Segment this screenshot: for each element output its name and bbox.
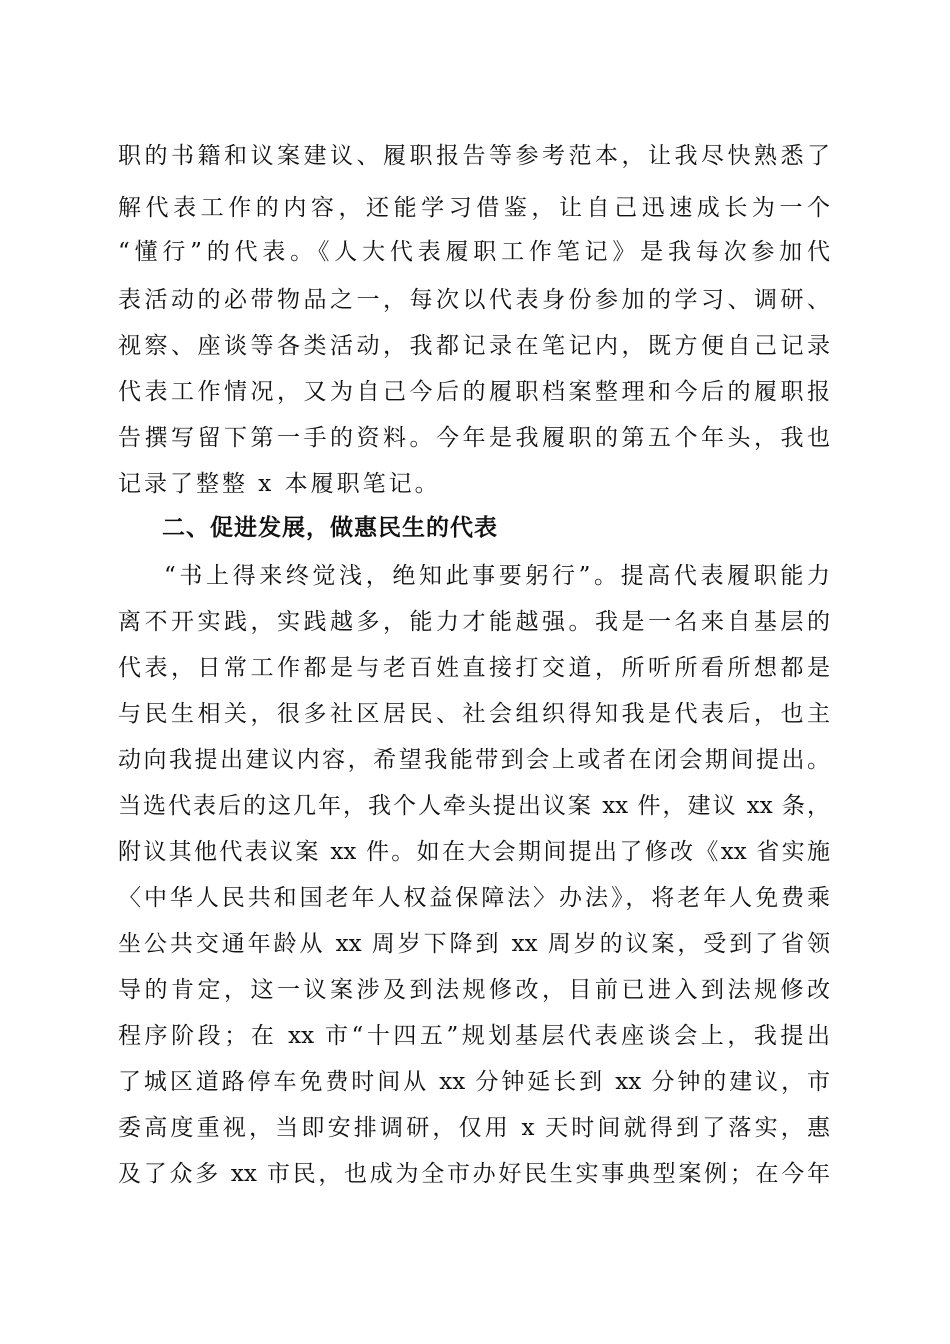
- text-line: 解代表工作的内容，还能学习借鉴，让自己迅速成长为一个: [118, 195, 830, 221]
- text-line: 记录了整整 x 本履职笔记。: [118, 471, 441, 497]
- text-line: 委高度重视，当即安排调研，仅用 x 天时间就得到了落实，惠: [118, 1115, 830, 1141]
- text-line: 动向我提出建议内容，希望我能带到会上或者在闭会期间提出。: [118, 747, 830, 773]
- text-line: 附议其他代表议案 xx 件。如在大会期间提出了修改《xx 省实施: [118, 839, 830, 865]
- text-line: 代表工作情况，又为自己今后的履职档案整理和今后的履职报: [118, 379, 830, 405]
- text-line: 〈中华人民共和国老年人权益保障法〉办法》，将老年人免费乘: [118, 885, 830, 911]
- text-line: 代表，日常工作都是与老百姓直接打交道，所听所看所想都是: [118, 655, 830, 681]
- text-line: 离不开实践，实践越多，能力才能越强。我是一名来自基层的: [118, 609, 830, 635]
- text-line: 程序阶段；在 xx 市“十四五”规划基层代表座谈会上，我提出: [118, 1023, 830, 1049]
- text-line: 坐公共交通年龄从 xx 周岁下降到 xx 周岁的议案，受到了省领: [118, 931, 830, 957]
- section-heading: 二、促进发展，做惠民生的代表: [162, 515, 498, 541]
- text-line: 表活动的必带物品之一，每次以代表身份参加的学习、调研、: [118, 287, 830, 313]
- text-line: 与民生相关，很多社区居民、社会组织得知我是代表后，也主: [118, 701, 830, 727]
- text-line: 导的肯定，这一议案涉及到法规修改，目前已进入到法规修改: [118, 977, 830, 1003]
- text-line: 及了众多 xx 市民，也成为全市办好民生实事典型案例；在今年: [118, 1161, 830, 1187]
- text-line: 职的书籍和议案建议、履职报告等参考范本，让我尽快熟悉了: [118, 143, 830, 169]
- text-line: “书上得来终觉浅，绝知此事要躬行”。提高代表履职能力: [164, 563, 830, 589]
- text-line: 视察、座谈等各类活动，我都记录在笔记内，既方便自己记录: [118, 333, 830, 359]
- text-line: 告撰写留下第一手的资料。今年是我履职的第五个年头，我也: [118, 425, 830, 451]
- text-line: 了城区道路停车免费时间从 xx 分钟延长到 xx 分钟的建议，市: [118, 1069, 830, 1095]
- text-line: 当选代表后的这几年，我个人牵头提出议案 xx 件，建议 xx 条，: [118, 793, 830, 819]
- text-line: “懂行”的代表。《人大代表履职工作笔记》是我每次参加代: [118, 239, 830, 265]
